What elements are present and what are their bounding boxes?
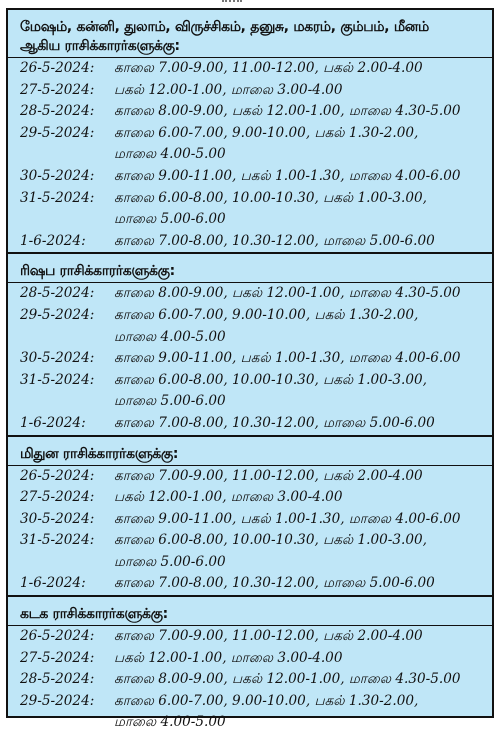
- time-slot-line: மாலை 5.00-6.00: [114, 393, 226, 410]
- section-heading-line: மேஷம், கன்னி, துலாம், விருச்சிகம், தனுசு, மகரம், கும்பம், மீனம்: [20, 19, 429, 35]
- section-heading: [8, 599, 492, 626]
- time-slot-line: காலை 7.00-9.00, 11.00-12.00, பகல் 2.00-4.00: [114, 467, 423, 484]
- time-slots: [108, 166, 492, 188]
- section-heading-line: மிதுன ராசிக்காரர்களுக்கு:: [20, 445, 179, 462]
- time-slot-line: காலை 7.00-8.00, 10.30-12.00, மாலை 5.00-6.00: [114, 232, 435, 249]
- time-slots: [108, 413, 492, 435]
- section-heading-line: கடக ராசிக்காரர்களுக்கு:: [20, 606, 168, 623]
- date-row: [8, 466, 492, 488]
- date-label: 28-5-2024:: [20, 285, 95, 302]
- date-label: 31-5-2024:: [20, 189, 95, 206]
- time-slot-line: மாலை 5.00-6.00: [114, 553, 226, 570]
- date-row: [8, 691, 492, 734]
- time-slots: [108, 101, 492, 123]
- section-heading-line: ரிஷப ராசிக்காரர்களுக்கு:: [20, 263, 175, 280]
- time-slot-line: காலை 6.00-8.00, 10.00-10.30, பகல் 1.00-3.00,: [114, 371, 427, 388]
- date-row: [8, 101, 492, 123]
- time-slot-line: காலை 6.00-7.00, 9.00-10.00, பகல் 1.30-2.00,: [114, 124, 419, 141]
- time-slot-line: மாலை 4.00-5.00: [114, 328, 226, 345]
- date-label: 1-6-2024:: [20, 232, 86, 249]
- date-row: [8, 626, 492, 648]
- date-label: 26-5-2024:: [20, 60, 95, 76]
- time-slots: [108, 123, 492, 166]
- date-row: [8, 305, 492, 348]
- date-row: [8, 231, 492, 253]
- section-heading: [8, 439, 492, 466]
- date-row: [8, 348, 492, 370]
- time-slots: [108, 466, 492, 488]
- auspicious-times-table: [6, 8, 494, 731]
- section-heading-line: ஆகிய ராசிக்காரர்களுக்கு:: [20, 38, 180, 54]
- date-row: [8, 58, 492, 80]
- date-label: 29-5-2024:: [20, 306, 95, 323]
- time-slots: [108, 648, 492, 670]
- date-row: [8, 509, 492, 531]
- date-label: 27-5-2024:: [20, 489, 95, 506]
- time-slot-line: காலை 6.00-8.00, 10.00-10.30, பகல் 1.00-3.00,: [114, 189, 427, 206]
- time-slots: [108, 348, 492, 370]
- time-slots: [108, 80, 492, 102]
- date-row: [8, 487, 492, 509]
- date-label: 1-6-2024:: [20, 575, 86, 592]
- time-slot-line: மாலை 5.00-6.00: [114, 211, 226, 228]
- time-slots: [108, 509, 492, 531]
- rasi-section: [8, 595, 492, 734]
- time-slot-line: காலை 8.00-9.00, பகல் 12.00-1.00, மாலை 4.30-5.00: [114, 285, 461, 302]
- date-label: 27-5-2024:: [20, 649, 95, 666]
- date-label: 28-5-2024:: [20, 671, 95, 688]
- rasi-section: [8, 435, 492, 596]
- time-slots: [108, 231, 492, 253]
- time-slots: [108, 370, 492, 413]
- time-slot-line: மாலை 4.00-5.00: [114, 146, 226, 163]
- time-slots: [108, 530, 492, 573]
- rasi-section: [8, 252, 492, 434]
- time-slot-line: காலை 7.00-9.00, 11.00-12.00, பகல் 2.00-4.00: [114, 60, 423, 76]
- section-heading: [8, 256, 492, 283]
- date-row: [8, 413, 492, 435]
- date-row: [8, 530, 492, 573]
- time-slots: [108, 626, 492, 648]
- time-slots: [108, 573, 492, 595]
- date-label: 30-5-2024:: [20, 167, 95, 184]
- time-slots: [108, 58, 492, 80]
- date-row: [8, 283, 492, 305]
- time-slots: [108, 487, 492, 509]
- date-label: 28-5-2024:: [20, 103, 95, 120]
- date-row: [8, 123, 492, 166]
- date-label: 31-5-2024:: [20, 371, 95, 388]
- time-slots: [108, 669, 492, 691]
- time-slot-line: பகல் 12.00-1.00, மாலை 3.00-4.00: [114, 489, 343, 506]
- time-slot-line: காலை 7.00-8.00, 10.30-12.00, மாலை 5.00-6.00: [114, 414, 435, 431]
- time-slot-line: காலை 7.00-8.00, 10.30-12.00, மாலை 5.00-6.00: [114, 575, 435, 592]
- time-slot-line: காலை 6.00-7.00, 9.00-10.00, பகல் 1.30-2.00,: [114, 306, 419, 323]
- time-slots: [108, 305, 492, 348]
- time-slot-line: காலை 9.00-11.00, பகல் 1.00-1.30, மாலை 4.00-6.00: [114, 167, 461, 184]
- date-row: [8, 669, 492, 691]
- time-slots: [108, 691, 492, 734]
- time-slot-line: மாலை 4.00-5.00: [114, 714, 226, 731]
- time-slot-line: காலை 8.00-9.00, பகல் 12.00-1.00, மாலை 4.30-5.00: [114, 671, 461, 688]
- date-label: 31-5-2024:: [20, 532, 95, 549]
- time-slots: [108, 283, 492, 305]
- rasi-section: [8, 10, 492, 252]
- date-row: [8, 573, 492, 595]
- date-label: 1-6-2024:: [20, 414, 86, 431]
- date-label: 29-5-2024:: [20, 692, 95, 709]
- time-slot-line: பகல் 12.00-1.00, மாலை 3.00-4.00: [114, 81, 343, 98]
- date-row: [8, 648, 492, 670]
- cut-text-remnant: [222, 0, 242, 5]
- date-row: [8, 80, 492, 102]
- time-slot-line: காலை 6.00-7.00, 9.00-10.00, பகல் 1.30-2.00,: [114, 692, 419, 709]
- time-slot-line: காலை 8.00-9.00, பகல் 12.00-1.00, மாலை 4.30-5.00: [114, 103, 461, 120]
- time-slot-line: காலை 7.00-9.00, 11.00-12.00, பகல் 2.00-4.00: [114, 628, 423, 645]
- time-slot-line: காலை 9.00-11.00, பகல் 1.00-1.30, மாலை 4.00-6.00: [114, 350, 461, 367]
- date-label: 30-5-2024:: [20, 510, 95, 527]
- date-row: [8, 166, 492, 188]
- time-slot-line: காலை 6.00-8.00, 10.00-10.30, பகல் 1.00-3.00,: [114, 532, 427, 549]
- date-label: 30-5-2024:: [20, 350, 95, 367]
- time-slot-line: காலை 9.00-11.00, பகல் 1.00-1.30, மாலை 4.00-6.00: [114, 510, 461, 527]
- time-slots: [108, 188, 492, 231]
- time-slot-line: பகல் 12.00-1.00, மாலை 3.00-4.00: [114, 649, 343, 666]
- date-label: 26-5-2024:: [20, 628, 95, 645]
- date-row: [8, 370, 492, 413]
- date-row: [8, 188, 492, 231]
- section-heading: [8, 12, 492, 58]
- date-label: 29-5-2024:: [20, 124, 95, 141]
- top-margin: [0, 0, 500, 8]
- date-label: 26-5-2024:: [20, 467, 95, 484]
- date-label: 27-5-2024:: [20, 81, 95, 98]
